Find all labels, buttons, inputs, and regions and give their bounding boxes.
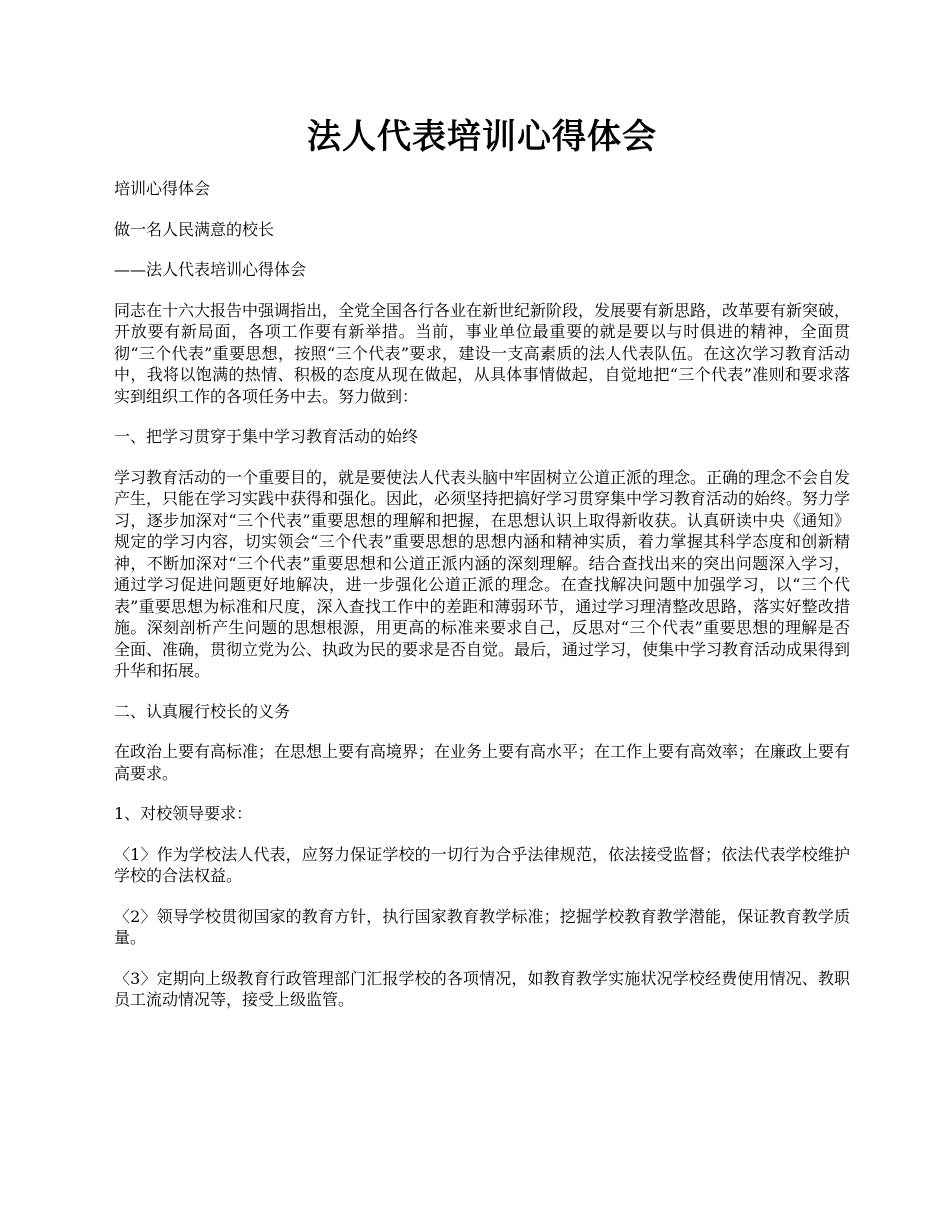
body-paragraph: 学习教育活动的一个重要目的，就是要使法人代表头脑中牢固树立公道正派的理念。正确的理念不会自发产生，只能在学习实践中获得和强化。因此，必须坚持把搞好学习贯穿集中学习教育活动的始终。努力学习，逐步加深对“三个代表”重要思想的理解和把握，在思想认识上取得新收获。认真研读中央《通知》规定的学习内容，切实领会“三个代表”重要思想的思想内涵和精神实质，着力掌握其科学态度和创新精神，不断加深对“三个代表”重要思想和公道正派内涵的深刻理解。结合查找出来的突出问题深入学习，通过学习促进问题更好地解决，进一步强化公道正派的理念。在查找解决问题中加强学习，以“三个代表”重要思想为标准和尺度，深入查找工作中的差距和薄弱环节，通过学习理清整改思路，落实好整改措施。深刻剖析产生问题的思想根源，用更高的标准来要求自己，反思对“三个代表”重要思想的理解是否全面、准确，贯彻立党为公、执政为民的要求是否自觉。最后，通过学习，使集中学习教育活动成果得到升华和拓展。 [114,467,851,680]
document-page [114,0,850,1011]
list-item: 〈3〉定期向上级教育行政管理部门汇报学校的各项情况，如教育教学实施状况学校经费使用情况、教职员工流动情况等，接受上级监管。 [114,968,850,1009]
list-item: 〈1〉作为学校法人代表，应努力保证学校的一切行为合乎法律规范，依法接受监督；依法代表学校维护学校的合法权益。 [114,844,850,885]
list-heading: 1、对校领导要求： [114,804,253,823]
subtitle-paragraph: 培训心得体会 [114,179,211,198]
section-heading: 二、认真履行校长的义务 [114,701,291,721]
section-heading: 一、把学习贯穿于集中学习教育活动的始终 [114,427,419,446]
document-title: 法人代表培训心得体会 [307,117,657,157]
body-paragraph: 在政治上要有高标准；在思想上要有高境界；在业务上要有高水平；在工作上要有高效率；在廉政上要有高要求。 [114,742,851,783]
heading-paragraph: 做一名人民满意的校长 [114,219,275,239]
body-paragraph: 同志在十六大报告中强调指出，全党全国各行各业在新世纪新阶段，发展要有新思路，改革要有新突破，开放要有新局面，各项工作要有新举措。当前，事业单位最重要的就是要以与时俱进的精神，全面贯彻“三个代表”重要思想，按照“三个代表”要求，建设一支高素质的法人代表队伍。在这次学习教育活动中，我将以饱满的热情、积极的态度从现在做起，从具体事情做起，自觉地把“三个代表”准则和要求落实到组织工作的各项任务中去。努力做到： [114,300,851,406]
byline-paragraph: ——法人代表培训心得体会 [114,260,307,279]
list-item: 〈2〉领导学校贯彻国家的教育方针，执行国家教育教学标准；挖掘学校教育教学潜能，保证教育教学质量。 [114,906,850,947]
